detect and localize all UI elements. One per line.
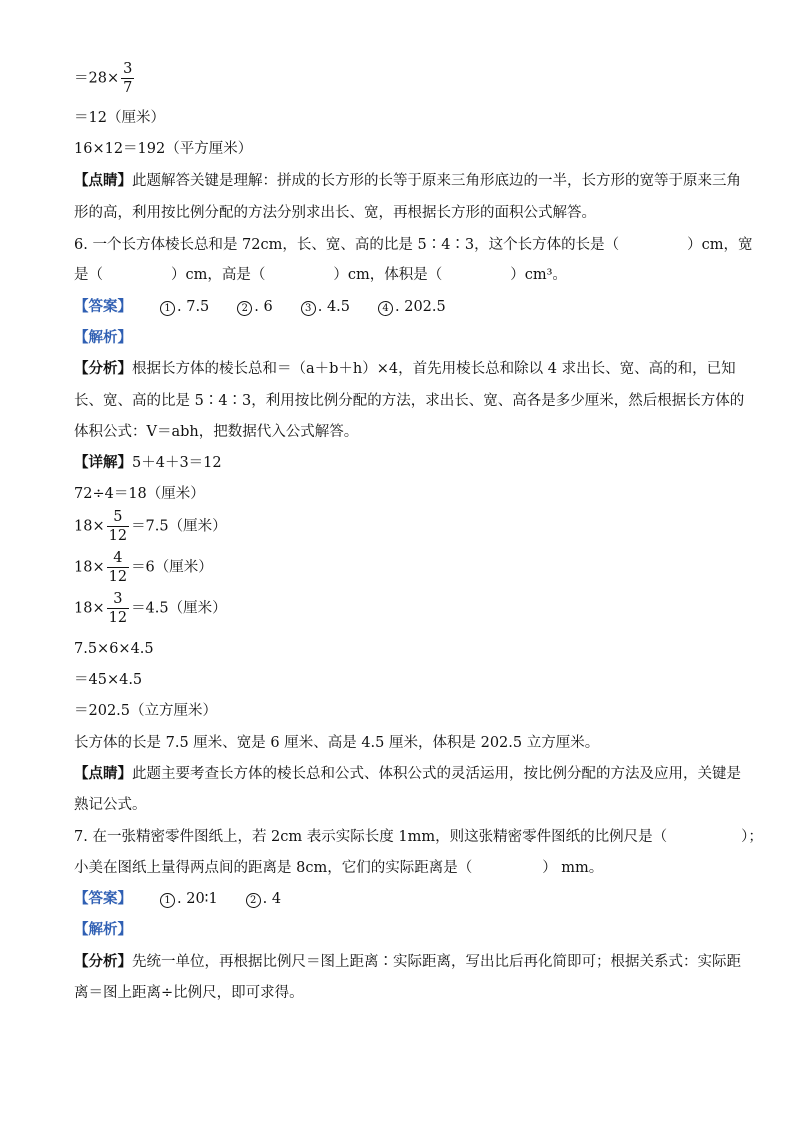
answer-value: . 7.5 bbox=[177, 299, 210, 315]
fraction-denominator: 12 bbox=[108, 528, 128, 544]
calc-line: ＝12（厘米） bbox=[74, 110, 165, 126]
fraction-denominator: 12 bbox=[108, 569, 128, 585]
detail-text: 5＋4＋3＝12 bbox=[132, 455, 222, 471]
detail-line: 72÷4＝18（厘米） bbox=[74, 486, 205, 502]
calc-result: ＝7.5（厘米） bbox=[131, 518, 227, 535]
fraction-line bbox=[74, 590, 227, 627]
question-text: ）cm，高是（ bbox=[171, 267, 266, 283]
detail-line bbox=[74, 453, 222, 473]
calc-prefix: 18× bbox=[74, 559, 105, 576]
note-line: 形的高，利用按比例分配的方法分别求出长、宽，再根据长方形的面积公式解答。 bbox=[74, 205, 596, 221]
jiexi-tag: 【解析】 bbox=[74, 921, 132, 938]
analysis-line bbox=[74, 952, 741, 972]
fraction-numerator: 4 bbox=[113, 550, 123, 566]
answer-value: . 20∶1 bbox=[177, 891, 218, 907]
calc-prefix: 18× bbox=[74, 600, 105, 617]
fraction bbox=[107, 549, 129, 586]
analysis-line bbox=[74, 359, 736, 379]
analysis-line: 离＝图上距离÷比例尺，即可求得。 bbox=[74, 985, 304, 1001]
analysis-tag: 【分析】 bbox=[74, 953, 132, 970]
answer-line bbox=[74, 889, 281, 909]
calc-line-fraction bbox=[74, 60, 136, 97]
fraction bbox=[107, 508, 129, 545]
question-text: ） mm。 bbox=[542, 860, 604, 876]
calc-line: ＝202.5（立方厘米） bbox=[74, 703, 218, 719]
answer-value: . 202.5 bbox=[395, 299, 446, 315]
question-text: ）cm，体积是（ bbox=[333, 267, 443, 283]
note-tag: 【点睛】 bbox=[74, 172, 132, 189]
question-text: 小美在图纸上量得两点间的距离是 8cm，它们的实际距离是（ bbox=[74, 860, 473, 876]
note-line bbox=[74, 171, 741, 191]
circled-number: 2 bbox=[246, 893, 261, 908]
calc-prefix: 18× bbox=[74, 518, 105, 535]
jiexi-tag: 【解析】 bbox=[74, 329, 132, 346]
analysis-text: 先统一单位，再根据比例尺＝图上距离∶实际距离，写出比后再化简即可；根据关系式：实际距 bbox=[132, 954, 741, 970]
answer-tag: 【答案】 bbox=[74, 890, 132, 907]
question-text: ）； bbox=[741, 829, 763, 845]
fraction-line bbox=[74, 508, 227, 545]
fraction bbox=[107, 590, 129, 627]
question-6-line-2 bbox=[74, 265, 567, 285]
circled-number: 3 bbox=[301, 301, 316, 316]
answer-value: . 4.5 bbox=[317, 299, 351, 315]
circled-number: 2 bbox=[237, 301, 252, 316]
question-text: 是（ bbox=[74, 267, 103, 283]
fraction-line bbox=[74, 549, 213, 586]
detail-tag: 【详解】 bbox=[74, 454, 132, 471]
question-text: 6. 一个长方体棱长总和是 72cm，长、宽、高的比是 5∶4∶3，这个长方体的长是（ bbox=[74, 237, 620, 253]
note-tag: 【点睛】 bbox=[74, 765, 132, 782]
calc-line: ＝45×4.5 bbox=[74, 672, 143, 688]
note-text: 此题解答关键是理解：拼成的长方形的长等于原来三角形底边的一半，长方形的宽等于原来三角 bbox=[132, 173, 741, 189]
question-text: ）cm，宽 bbox=[687, 237, 753, 253]
question-7-line-1 bbox=[74, 827, 763, 847]
answer-tag: 【答案】 bbox=[74, 298, 132, 315]
question-6-line-1 bbox=[74, 235, 753, 255]
fraction-numerator: 3 bbox=[113, 591, 123, 607]
question-text: 7. 在一张精密零件图纸上，若 2cm 表示实际长度 1mm，则这张精密零件图纸的比例尺是（ bbox=[74, 829, 668, 845]
calc-result: ＝4.5（厘米） bbox=[131, 600, 227, 617]
circled-number: 1 bbox=[160, 301, 175, 316]
fraction-numerator: 5 bbox=[113, 509, 123, 525]
answer-value: . 6 bbox=[254, 299, 273, 315]
fraction-numerator: 3 bbox=[123, 61, 133, 77]
fraction-denominator: 12 bbox=[108, 610, 128, 626]
question-text: ）cm³。 bbox=[510, 267, 567, 283]
analysis-text: 根据长方体的棱长总和＝（a＋b＋h）×4，首先用棱长总和除以 4 求出长、宽、高的和，已知 bbox=[132, 361, 736, 377]
note-text: 此题主要考查长方体的棱长总和公式、体积公式的灵活运用，按比例分配的方法及应用，关键是 bbox=[132, 766, 741, 782]
question-7-line-2 bbox=[74, 858, 603, 878]
calc-line: 7.5×6×4.5 bbox=[74, 641, 154, 657]
calc-result: ＝6（厘米） bbox=[131, 559, 213, 576]
analysis-tag: 【分析】 bbox=[74, 360, 132, 377]
answer-value: . 4 bbox=[262, 891, 282, 907]
analysis-line: 长、宽、高的比是 5∶4∶3，利用按比例分配的方法，求出长、宽、高各是多少厘米，然后根据长方体的 bbox=[74, 393, 745, 409]
note-line bbox=[74, 764, 741, 784]
note-line: 熟记公式。 bbox=[74, 797, 147, 813]
fraction bbox=[121, 60, 134, 97]
answer-line bbox=[74, 297, 446, 317]
calc-line: 16×12＝192（平方厘米） bbox=[74, 141, 253, 157]
circled-number: 4 bbox=[378, 301, 393, 316]
calc-prefix: ＝28× bbox=[74, 70, 120, 87]
circled-number: 1 bbox=[160, 893, 175, 908]
conclusion-line: 长方体的长是 7.5 厘米、宽是 6 厘米、高是 4.5 厘米，体积是 202.5 立方厘米。 bbox=[74, 735, 600, 751]
fraction-denominator: 7 bbox=[123, 80, 133, 96]
analysis-line: 体积公式：V＝abh，把数据代入公式解答。 bbox=[74, 424, 359, 440]
